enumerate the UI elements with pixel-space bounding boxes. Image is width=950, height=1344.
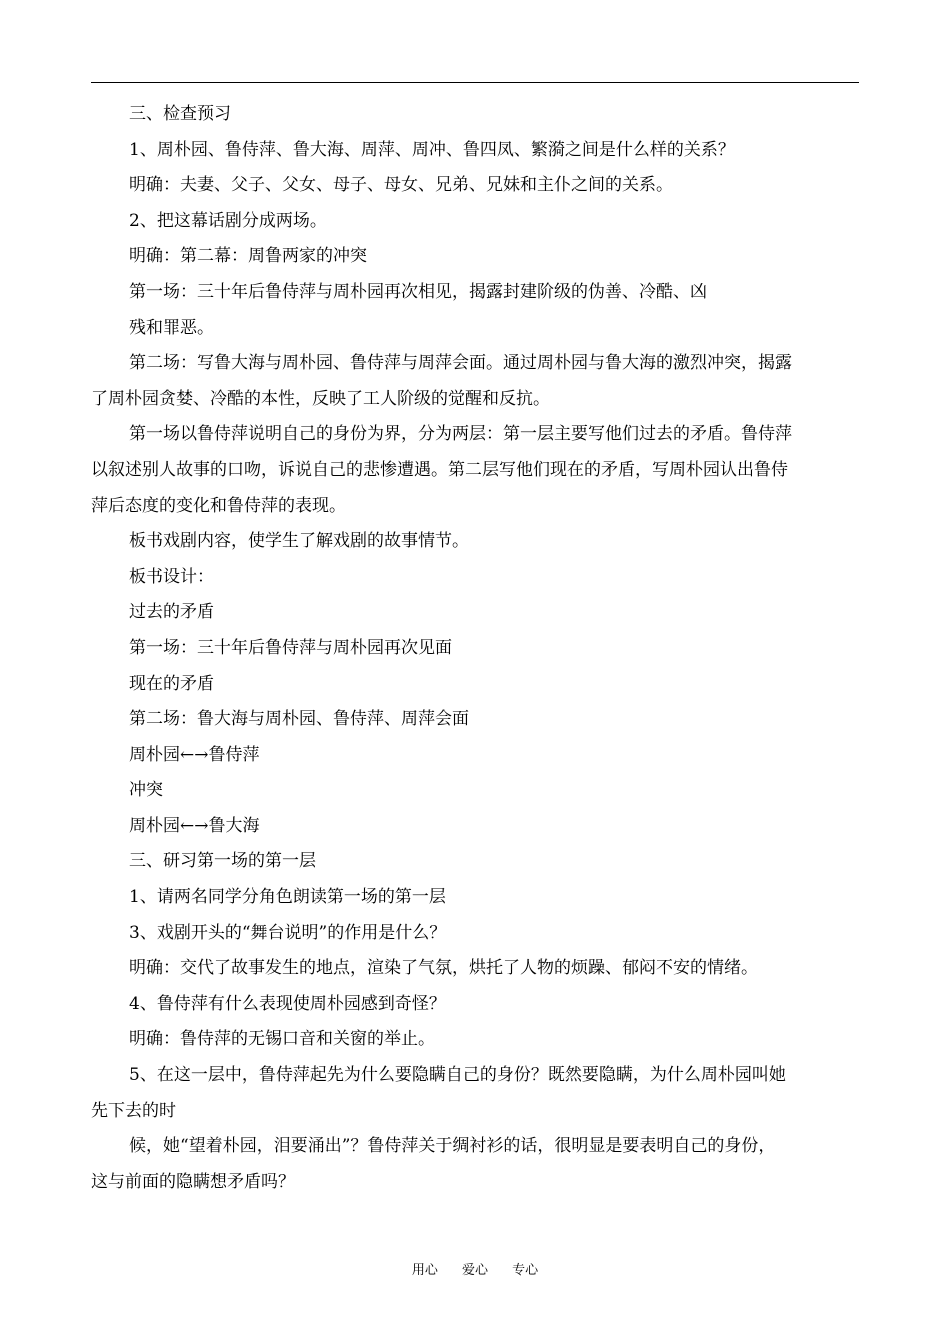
board-line: 现在的矛盾 bbox=[129, 673, 214, 694]
page-footer bbox=[0, 1259, 950, 1278]
board-line: 过去的矛盾 bbox=[129, 602, 214, 623]
question-3: 3、戏剧开头的“舞台说明”的作用是什么？ bbox=[129, 922, 447, 943]
scene-2-summary: 第二场：写鲁大海与周朴园、鲁侍萍与周萍会面。通过周朴园与鲁大海的激烈冲突，揭露 bbox=[129, 353, 792, 374]
answer-4: 明确：鲁侍萍的无锡口音和关窗的举止。 bbox=[129, 1029, 435, 1050]
question-5-cont: 先下去的时 bbox=[91, 1100, 176, 1121]
question-2: 2、把这幕话剧分成两场。 bbox=[129, 210, 327, 231]
footer-word: 爱心 bbox=[461, 1263, 488, 1278]
question-5-end: 这与前面的隐瞒想矛盾吗？ bbox=[91, 1171, 295, 1192]
answer-2: 明确：第二幕：周鲁两家的冲突 bbox=[129, 246, 367, 267]
section-heading: 三、检查预习 bbox=[129, 104, 231, 124]
scene-1-summary: 第一场：三十年后鲁侍萍与周朴园再次相见，揭露封建阶级的伪善、冷酷、凶 bbox=[129, 281, 707, 302]
board-content-note: 板书戏剧内容，使学生了解戏剧的故事情节。 bbox=[129, 531, 469, 552]
board-line: 第二场：鲁大海与周朴园、鲁侍萍、周萍会面 bbox=[129, 709, 469, 730]
paragraph-layers-end: 萍后态度的变化和鲁侍萍的表现。 bbox=[91, 495, 346, 516]
footer-word: 用心 bbox=[411, 1263, 438, 1278]
footer-word: 专心 bbox=[512, 1263, 539, 1278]
question-4: 4、鲁侍萍有什么表现使周朴园感到奇怪？ bbox=[129, 993, 446, 1014]
question-1: 1、周朴园、鲁侍萍、鲁大海、周萍、周冲、鲁四凤、繁漪之间是什么样的关系？ bbox=[129, 139, 735, 160]
board-design-heading: 板书设计： bbox=[129, 566, 214, 587]
question-5: 5、在这一层中，鲁侍萍起先为什么要隐瞒自己的身份？既然要隐瞒，为什么周朴园叫她 bbox=[129, 1065, 786, 1086]
header-rule bbox=[91, 82, 859, 83]
paragraph-layers-cont: 以叙述别人故事的口吻，诉说自己的悲惨遭遇。第二层写他们现在的矛盾，写周朴园认出鲁侍 bbox=[91, 459, 788, 480]
answer-1: 明确：夫妻、父子、父女、母子、母女、兄弟、兄妹和主仆之间的关系。 bbox=[129, 175, 673, 196]
section-heading: 三、研习第一场的第一层 bbox=[129, 851, 316, 872]
scene-1-summary-cont: 残和罪恶。 bbox=[129, 317, 214, 338]
board-line: 周朴园←→鲁侍萍 bbox=[129, 744, 260, 765]
document-body bbox=[91, 97, 861, 1200]
board-line: 周朴园←→鲁大海 bbox=[129, 815, 260, 836]
paragraph-layers: 第一场以鲁侍萍说明自己的身份为界，分为两层：第一层主要写他们过去的矛盾。鲁侍萍 bbox=[129, 424, 792, 445]
scene-2-summary-cont: 了周朴园贪婪、冷酷的本性，反映了工人阶级的觉醒和反抗。 bbox=[91, 388, 550, 409]
answer-3: 明确：交代了故事发生的地点，渲染了气氛，烘托了人物的烦躁、郁闷不安的情绪。 bbox=[129, 958, 758, 979]
board-line: 冲突 bbox=[129, 780, 163, 801]
question-5-cont-2: 候，她“望着朴园，泪要涌出”？鲁侍萍关于绸衬衫的话，很明显是要表明自己的身份， bbox=[129, 1136, 776, 1157]
board-line: 第一场：三十年后鲁侍萍与周朴园再次见面 bbox=[129, 637, 452, 658]
question-line: 1、请两名同学分角色朗读第一场的第一层 bbox=[129, 887, 446, 908]
